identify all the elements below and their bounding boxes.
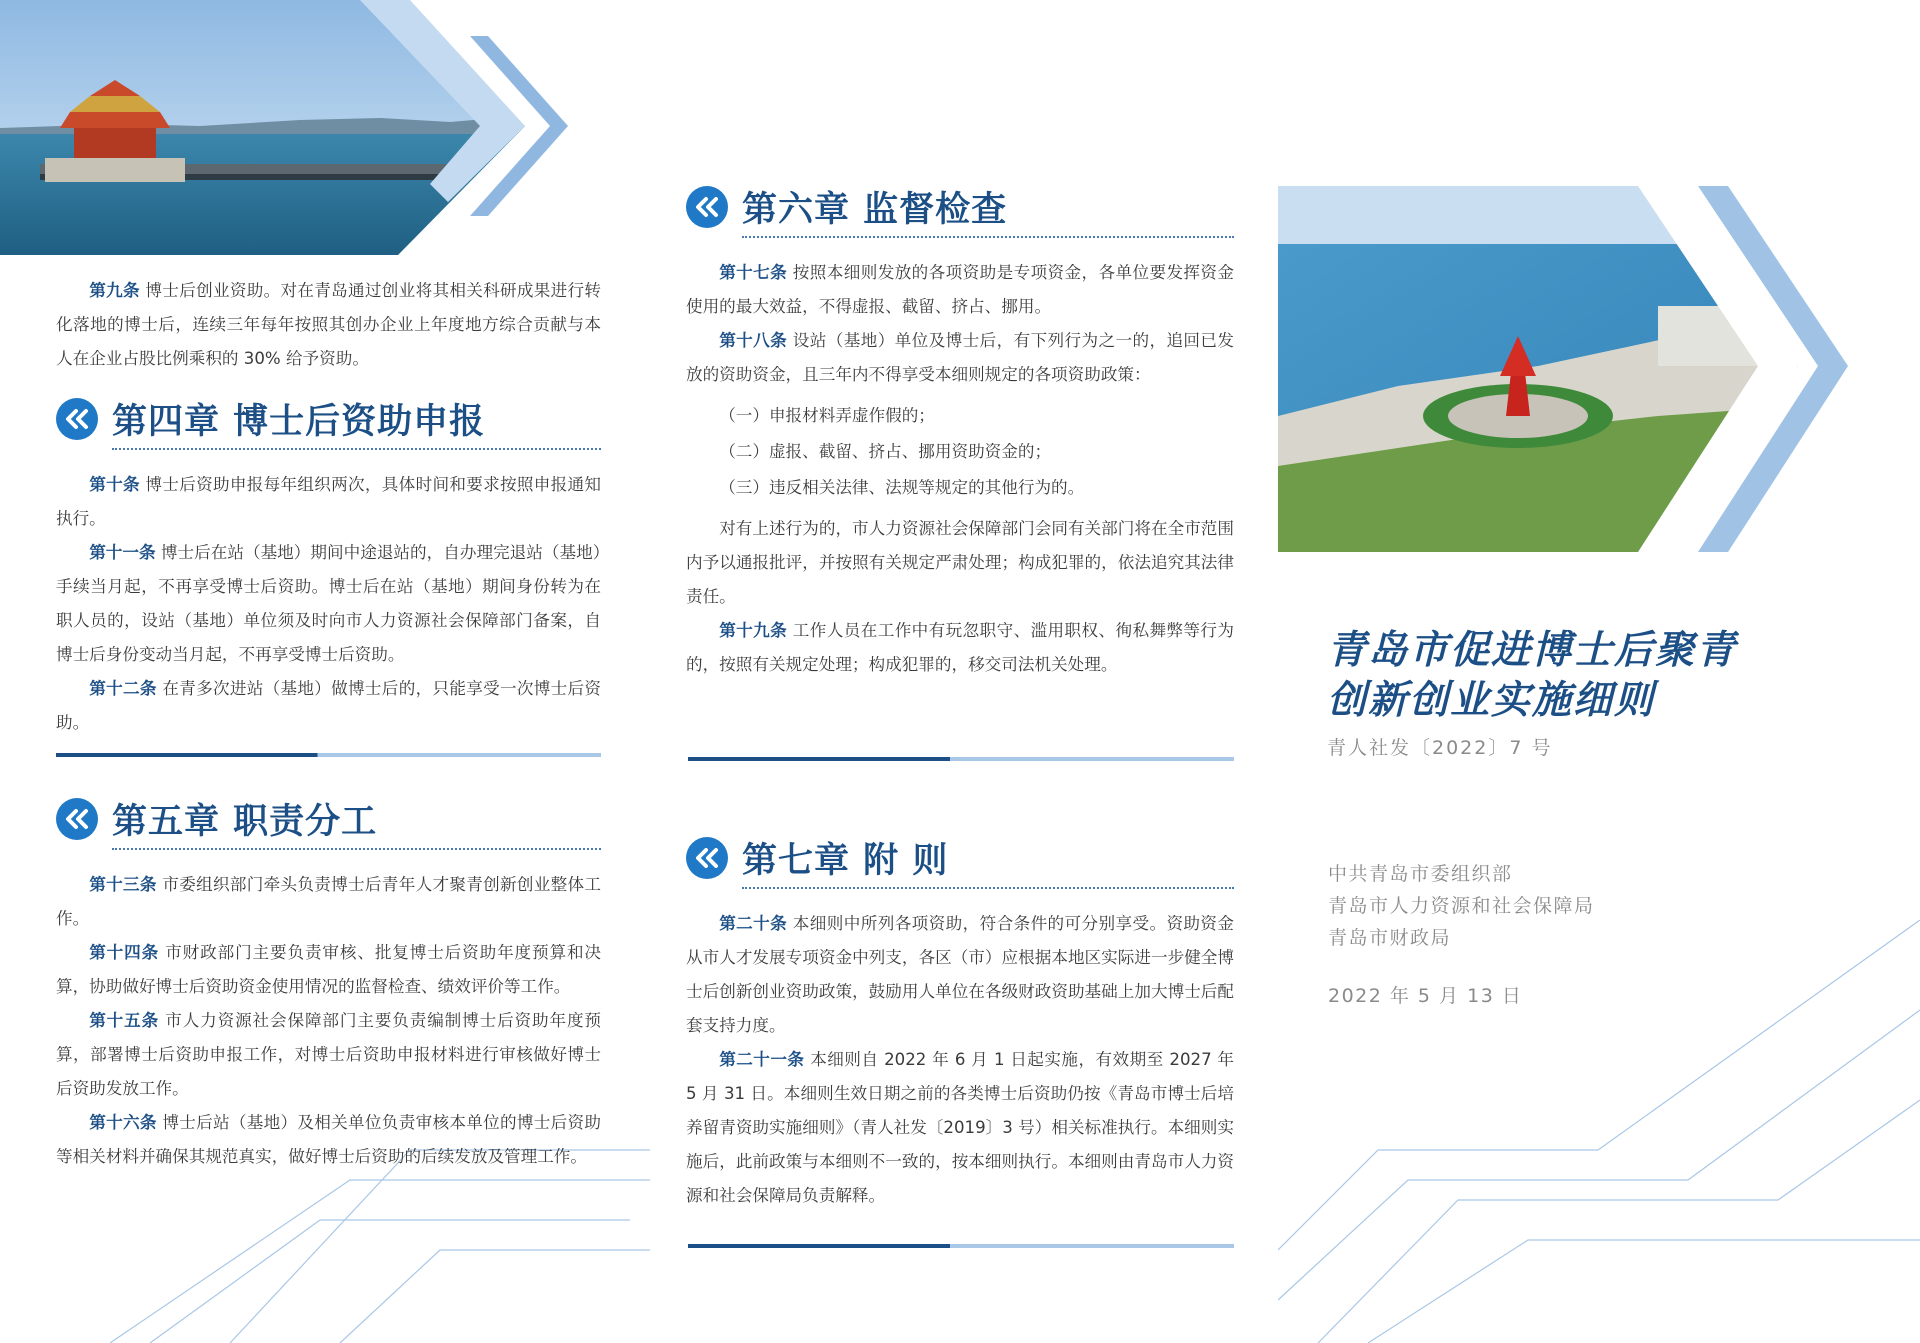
pier-pavilion-photo bbox=[0, 0, 600, 255]
chapter-5-body bbox=[56, 868, 601, 1174]
square-aerial-image bbox=[1278, 186, 1878, 556]
article-12 bbox=[56, 672, 601, 740]
article-label: 第十七条 bbox=[719, 263, 788, 282]
article-label: 第十六条 bbox=[89, 1113, 157, 1132]
article-text: 博士后资助申报每年组织两次，具体时间和要求按照申报通知执行。 bbox=[56, 475, 602, 528]
article-label: 第十八条 bbox=[719, 331, 788, 350]
list-item: （一）申报材料弄虚作假的； bbox=[719, 406, 935, 425]
chapter-4-title: 第四章 博士后资助申报 bbox=[112, 402, 486, 442]
heading-underline bbox=[112, 848, 601, 850]
heading-underline bbox=[742, 887, 1234, 889]
article-21 bbox=[686, 1043, 1234, 1213]
article-19 bbox=[686, 614, 1234, 682]
section-divider bbox=[56, 753, 601, 757]
issuer-line: 青岛市财政局 bbox=[1328, 927, 1452, 949]
middle-column-lower bbox=[686, 831, 1234, 1213]
article-text: 博士后在站（基地）期间中途退站的，自办理完退站（基地）手续当月起，不再享受博士后资助。博士后在站（基地）期间身份转为在职人员的，设站（基地）单位须及时向市人力资源社会保障部门备案，自博士后身份变动当月起，不再享受博士后资助。 bbox=[56, 543, 602, 664]
article-16 bbox=[56, 1106, 601, 1174]
heading-underline bbox=[112, 448, 601, 450]
article-13 bbox=[56, 868, 601, 936]
article-17 bbox=[686, 256, 1234, 324]
article-label: 第十条 bbox=[89, 475, 140, 494]
article-15 bbox=[56, 1004, 601, 1106]
pier-pavilion-image bbox=[0, 0, 600, 255]
article-label: 第十三条 bbox=[89, 875, 157, 894]
article-text: 设站（基地）单位及博士后，有下列行为之一的，追回已发放的资助资金，且三年内不得享受本细则规定的各项资助政策： bbox=[686, 331, 1234, 384]
chapter-6-body bbox=[686, 256, 1234, 682]
article-label: 第十五条 bbox=[89, 1011, 160, 1030]
chapter-7-heading bbox=[686, 831, 1234, 885]
article-9 bbox=[56, 274, 601, 376]
article-text: 博士后创业资助。对在青岛通过创业将其相关科研成果进行转化落地的博士后，连续三年每年按照其创办企业上年度地方综合贡献与本人在企业占股比例乘积的 30% 给予资助。 bbox=[56, 281, 602, 368]
chapter-6-heading bbox=[686, 180, 1234, 234]
document-title bbox=[1327, 626, 1737, 726]
document-number: 青人社发〔2022〕7 号 bbox=[1327, 737, 1553, 759]
article-text: 市委组织部门牵头负责博士后青年人才聚青创新创业整体工作。 bbox=[56, 875, 602, 928]
article-14 bbox=[56, 936, 601, 1004]
article-text: 本细则中所列各项资助，符合条件的可分别享受。资助资金从市人才发展专项资金中列支，各区（市）应根据本地区实际进一步健全博士后创新创业资助政策，鼓励用人单位在各级财政资助基础上加大博士后配套支持力度。 bbox=[686, 914, 1234, 1035]
article-label: 第二十一条 bbox=[719, 1050, 805, 1069]
article-text: 在青多次进站（基地）做博士后的，只能享受一次博士后资助。 bbox=[56, 679, 602, 732]
article-text: 工作人员在工作中有玩忽职守、滥用职权、徇私舞弊等行为的，按照有关规定处理；构成犯罪的，移交司法机关处理。 bbox=[686, 621, 1234, 674]
article-11 bbox=[56, 536, 601, 672]
violation-list bbox=[686, 398, 1234, 506]
article-20 bbox=[686, 907, 1234, 1043]
left-column bbox=[56, 274, 601, 740]
double-chevron-left-icon bbox=[686, 837, 728, 879]
double-chevron-left-icon bbox=[686, 186, 728, 228]
chapter-4-heading bbox=[56, 392, 601, 446]
heading-underline bbox=[742, 236, 1234, 238]
issuer-line: 中共青岛市委组织部 bbox=[1328, 863, 1513, 885]
square-aerial-photo bbox=[1278, 186, 1878, 556]
list-item: （二）虚报、截留、挤占、挪用资助资金的； bbox=[719, 442, 1052, 461]
middle-column bbox=[686, 180, 1234, 682]
issuing-authorities bbox=[1328, 858, 1595, 954]
title-line-2: 创新创业实施细则 bbox=[1327, 678, 1656, 723]
article-10 bbox=[56, 468, 601, 536]
article-text: 博士后站（基地）及相关单位负责审核本单位的博士后资助等相关材料并确保其规范真实，做好博士后资助的后续发放及管理工作。 bbox=[56, 1113, 602, 1166]
double-chevron-left-icon bbox=[56, 798, 98, 840]
penalty-paragraph: 对有上述行为的，市人力资源社会保障部门会同有关部门将在全市范围内予以通报批评，并按照有关规定严肃处理；构成犯罪的，依法追究其法律责任。 bbox=[686, 519, 1234, 606]
issue-date: 2022 年 5 月 13 日 bbox=[1328, 985, 1523, 1007]
issuer-line: 青岛市人力资源和社会保障局 bbox=[1328, 895, 1595, 917]
list-item: （三）违反相关法律、法规等规定的其他行为的。 bbox=[719, 478, 1085, 497]
article-18 bbox=[686, 324, 1234, 392]
article-label: 第十一条 bbox=[89, 543, 156, 562]
article-label: 第十二条 bbox=[89, 679, 157, 698]
article-text: 市财政部门主要负责审核、批复博士后资助年度预算和决算，协助做好博士后资助资金使用情况的监督检查、绩效评价等工作。 bbox=[56, 943, 602, 996]
article-text: 按照本细则发放的各项资助是专项资金，各单位要发挥资金使用的最大效益，不得虚报、截留、挤占、挪用。 bbox=[686, 263, 1234, 316]
article-text: 本细则自 2022 年 6 月 1 日起实施，有效期至 2027 年 5 月 31 日。本细则生效日期之前的各类博士后资助仍按《青岛市博士后培养留青资助实施细则》（青人社发〔2019〕3 号）相关标准执行。本细则实施后，此前政策与本细则不一致的，按本细则执行。本细则由青岛市人力资源和社会保障局负责解释。 bbox=[686, 1050, 1234, 1205]
title-line-1: 青岛市促进博士后聚青 bbox=[1327, 628, 1738, 673]
article-label: 第十四条 bbox=[89, 943, 160, 962]
chapter-7-body bbox=[686, 907, 1234, 1213]
chapter-5-title: 第五章 职责分工 bbox=[112, 802, 378, 842]
article-label: 第九条 bbox=[89, 281, 140, 300]
chapter-6-title: 第六章 监督检查 bbox=[742, 190, 1008, 230]
chapter-5-heading bbox=[56, 792, 601, 846]
chapter-4-body bbox=[56, 468, 601, 740]
section-divider bbox=[688, 757, 1234, 761]
chapter-7-title: 第七章 附 则 bbox=[742, 841, 949, 881]
article-label: 第十九条 bbox=[719, 621, 788, 640]
article-text: 市人力资源社会保障部门主要负责编制博士后资助年度预算，部署博士后资助申报工作，对博士后资助申报材料进行审核做好博士后资助发放工作。 bbox=[56, 1011, 602, 1098]
left-column-lower bbox=[56, 792, 601, 1174]
double-chevron-left-icon bbox=[56, 398, 98, 440]
article-label: 第二十条 bbox=[719, 914, 788, 933]
section-divider bbox=[688, 1244, 1234, 1248]
